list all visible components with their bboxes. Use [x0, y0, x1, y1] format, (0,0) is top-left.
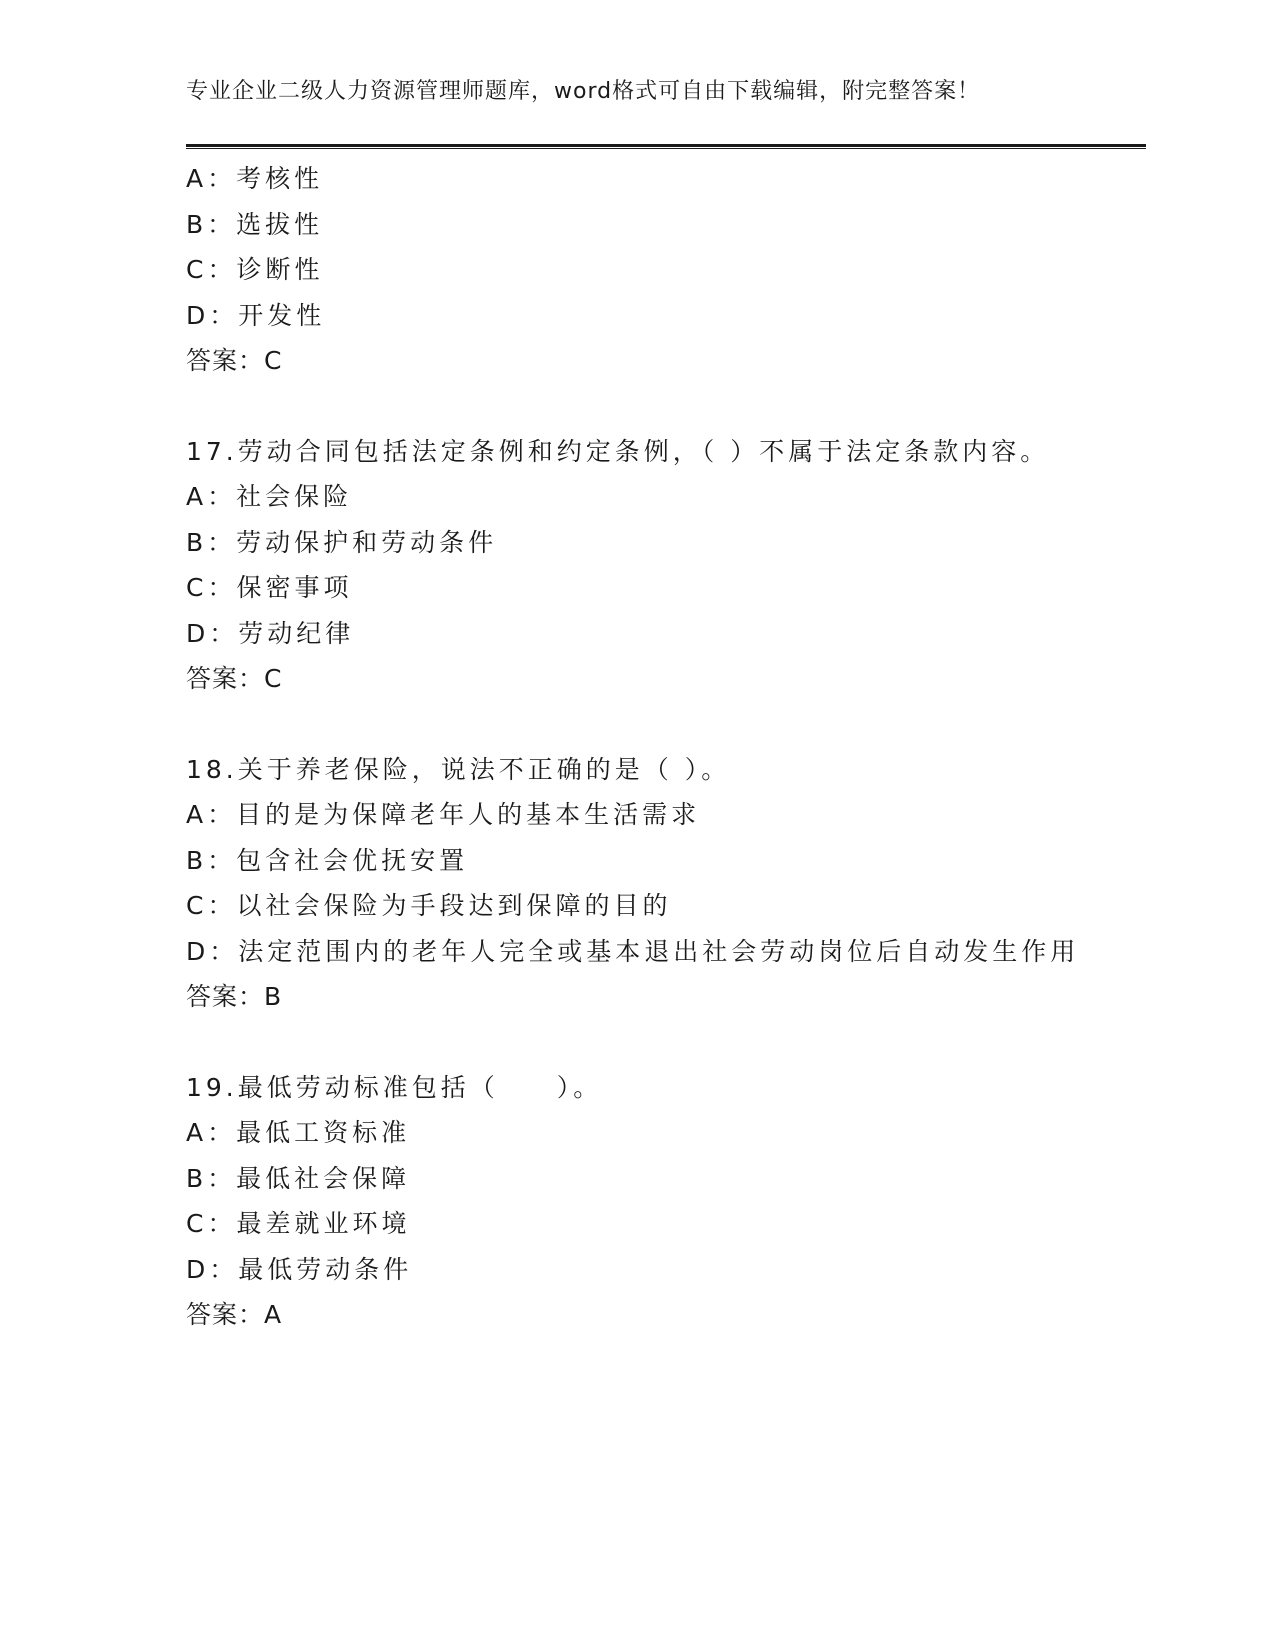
option-b: B：包含社会优抚安置 [186, 845, 469, 875]
option-d: D：法定范围内的老年人完全或基本退出社会劳动岗位后自动发生作用 [186, 936, 1080, 966]
option-b: B：最低社会保障 [186, 1163, 411, 1193]
question-18 [186, 747, 1146, 1020]
spacer [186, 384, 1146, 429]
option-c: C：保密事项 [186, 573, 353, 602]
question-stem: 17.劳动合同包括法定条例和约定条例，（ ）不属于法定条款内容。 [186, 436, 1050, 466]
option-a: A：考核性 [186, 164, 324, 193]
answer: 答案：C [186, 664, 283, 693]
option-b: B：劳动保护和劳动条件 [186, 527, 498, 557]
option-a: A：社会保险 [186, 482, 353, 511]
question-17 [186, 429, 1146, 702]
option-c: C：以社会保险为手段达到保障的目的 [186, 891, 672, 920]
answer: 答案：A [186, 1300, 283, 1329]
option-c: C：最差就业环境 [186, 1209, 411, 1238]
option-c: C：诊断性 [186, 255, 324, 284]
spacer [186, 1020, 1146, 1065]
answer: 答案：B [186, 982, 283, 1011]
spacer [186, 702, 1146, 747]
option-d: D：劳动纪律 [186, 618, 355, 648]
question-19 [186, 1065, 1146, 1338]
question-16 [186, 156, 1146, 384]
question-list [186, 156, 1146, 1338]
page-header: 专业企业二级人力资源管理师题库，word格式可自由下载编辑，附完整答案！ [186, 79, 981, 104]
option-a: A：最低工资标准 [186, 1118, 411, 1147]
option-d: D：最低劳动条件 [186, 1254, 413, 1284]
option-b: B：选拔性 [186, 209, 324, 239]
question-stem: 18.关于养老保险，说法不正确的是（ ）。 [186, 754, 731, 784]
header-rule [186, 144, 1146, 149]
question-stem: 19.最低劳动标准包括（ ）。 [186, 1072, 603, 1102]
option-a: A：目的是为保障老年人的基本生活需求 [186, 800, 701, 829]
option-d: D：开发性 [186, 300, 326, 330]
answer: 答案：C [186, 346, 283, 375]
